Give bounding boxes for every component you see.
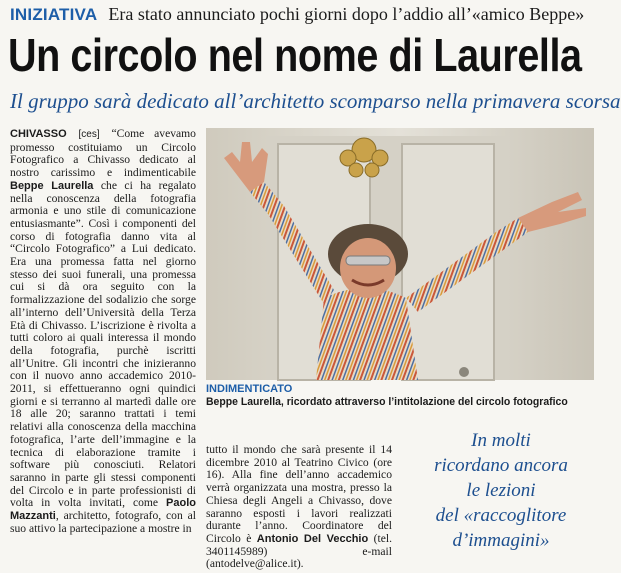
body-text: tutto il mondo che sarà presente il 14 dicembre 2010 al Teatrino Civico (ore 16). Alla fine dell’anno accademico verrà organizzata una mostra, presso la Chiesa degli Angeli a Chivasso, dove saranno esposti i lavori realizzati durante l’anno. Coordinatore del Circolo è: [206, 443, 392, 545]
headline: Un circolo nel nome di Laurella: [8, 29, 582, 81]
dateline: CHIVASSO: [10, 128, 67, 140]
article-body-column-1: [10, 128, 196, 571]
pull-quote-line: ricordano ancora: [434, 455, 568, 476]
article-photo: [206, 128, 594, 380]
photo-caption: [206, 383, 594, 419]
body-text: , architetto, fotografo, con al suo attivo la partecipazione a mostre in: [10, 509, 196, 535]
caption-label: INDIMENTICATO: [206, 383, 293, 395]
kicker-label: INIZIATIVA: [10, 5, 98, 24]
pull-quote: [406, 428, 596, 570]
person-name: Beppe Laurella: [10, 179, 94, 192]
subhead: Il gruppo sarà dedicato all’architetto scomparso nella primavera scorsa: [10, 89, 621, 113]
caption-text: Beppe Laurella, ricordato attraverso l’intitolazione del circolo fotografico: [206, 396, 568, 408]
pull-quote-line: del «raccoglitore: [435, 505, 567, 526]
body-text: che ci ha regalato nella conoscenza della fotografia armonia e uno stile di comunicazione entusiasmante”. Così i componenti del corso di fotografia danno vita al “Circolo Fotografico” a Lui dedicato. Era una promessa fatta nel giorno stesso dei suoi funerali, una promessa cui si dà ora seguito con la formalizzazione del sodalizio che sorge all’interno dell’Università della Terza Età di Chivasso. L’iscrizione è rivolta a tutti coloro ai quali interessa il mondo della fotografia, purchè iscritti all’Unitre. Gli incontri che inizieranno con il nuovo anno accademico 2010-2011, si effettueranno ogni quindici giorni e si terranno al martedì dalle ore 18 alle 20; saranno trattati i temi relativi alla conoscenza della macchina fotografica, l’arte dell’immagine e la tecnica di elaborazione tramite i software più conosciuti. Relatori saranno in parte gli stessi componenti del Circolo e in parte professionisti di volta in volta invitati, come: [10, 178, 196, 510]
body-text: “Come avevamo promesso costituiamo un Circolo Fotografico a Chivasso dedicato al nostro carissimo e indimenticabile: [10, 127, 196, 180]
kicker: [10, 4, 594, 26]
author-tag: [ces]: [78, 129, 100, 140]
pull-quote-line: d’immagini»: [452, 530, 550, 551]
body-text: (tel. 3401145989) e-mail (antodelve@alice.it).: [206, 531, 392, 571]
pull-quote-line: le lezioni: [466, 480, 536, 501]
photo-beppe-laurella: [206, 128, 594, 380]
kicker-text: Era stato annunciato pochi giorni dopo l’addio all’«amico Beppe»: [108, 4, 585, 24]
article-body-column-2: [206, 444, 392, 571]
person-name: Antonio Del Vecchio: [256, 532, 369, 545]
person-name: Paolo Mazzanti: [10, 497, 196, 523]
pull-quote-line: In molti: [471, 430, 531, 451]
